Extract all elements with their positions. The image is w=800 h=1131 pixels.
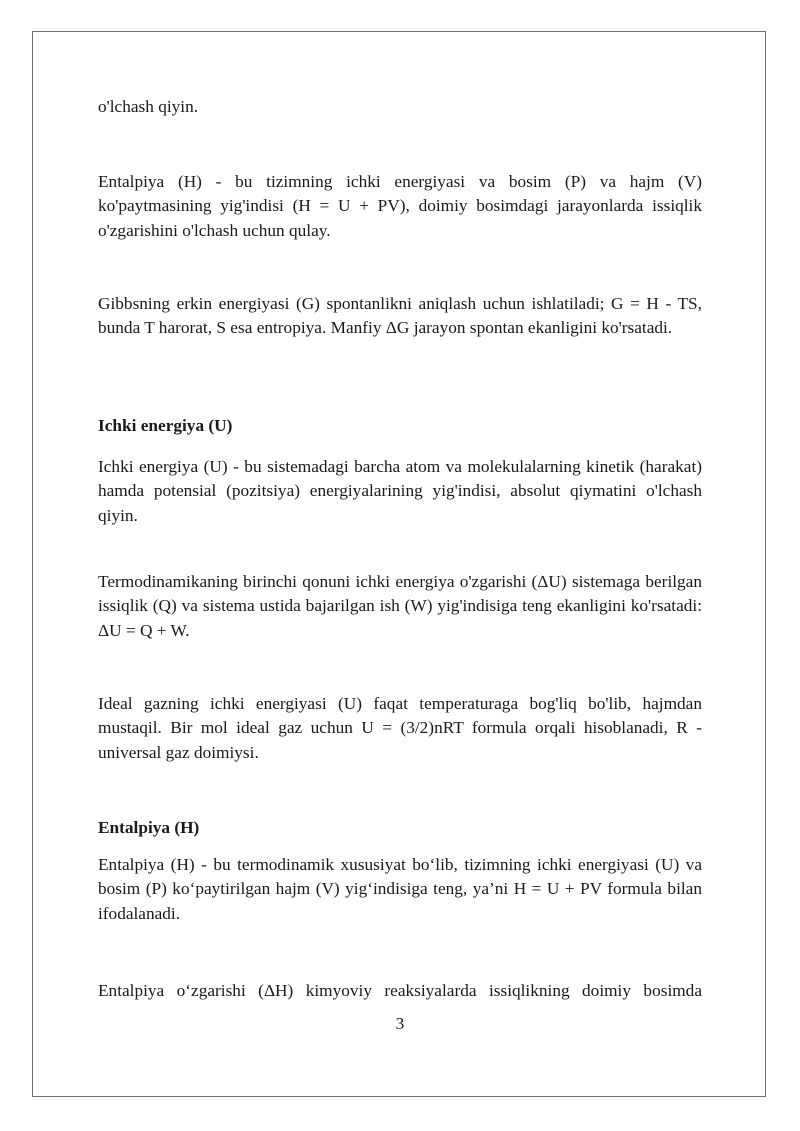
paragraph-gibbs-energy: Gibbsning erkin energiyasi (G) spontanlikni aniqlash uchun ishlatiladi; G = H - TS, bunda T harorat, S esa entropiya. Manfiy ΔG jarayon spontan ekanligini ko'rsatadi. <box>98 294 702 338</box>
page-number: 3 <box>395 1014 405 1033</box>
paragraph-ideal-gas: Ideal gazning ichki energiyasi (U) faqat temperaturaga bog'liq bo'lib, hajmdan mustaqil. Bir mol ideal gaz uchun U = (3/2)nRT formula orqali hisoblanadi, R - universal gaz doimiysi. <box>98 694 702 762</box>
paragraph-continuation: o'lchash qiyin. <box>98 97 199 116</box>
paragraph-enthalpy-definition: Entalpiya (H) - bu termodinamik xususiyat bo‘lib, tizimning ichki energiyasi (U) va bosim (P) ko‘paytirilgan hajm (V) yig‘indisiga teng, ya’ni H = U + PV formula bilan ifodalanadi. <box>98 855 702 923</box>
paragraph-first-law: Termodinamikaning birinchi qonuni ichki energiya o'zgarishi (ΔU) sistemaga berilgan issiqlik (Q) va sistema ustida bajarilgan ish (W) yig'indisiga teng ekanligini ko'rsatadi: ΔU = Q + W. <box>98 572 702 640</box>
paragraph-internal-energy-definition: Ichki energiya (U) - bu sistemadagi barcha atom va molekulalarning kinetik (harakat) hamda potensial (pozitsiya) energiyalarining yig'indisi, absolut qiymatini o'lchash qiyin. <box>98 457 702 525</box>
paragraph-enthalpy-intro: Entalpiya (H) - bu tizimning ichki energiyasi va bosim (P) va hajm (V) ko'paytmasining yig'indisi (H = U + PV), doimiy bosimdagi jarayonlarda issiqlik o'zgarishini o'lchash uchun qulay. <box>98 172 702 240</box>
heading-enthalpy: Entalpiya (H) <box>98 818 200 837</box>
paragraph-enthalpy-change: Entalpiya o‘zgarishi (ΔH) kimyoviy reaksiyalarda issiqlikning doimiy bosimda <box>98 981 702 1000</box>
heading-internal-energy: Ichki energiya (U) <box>98 416 233 435</box>
